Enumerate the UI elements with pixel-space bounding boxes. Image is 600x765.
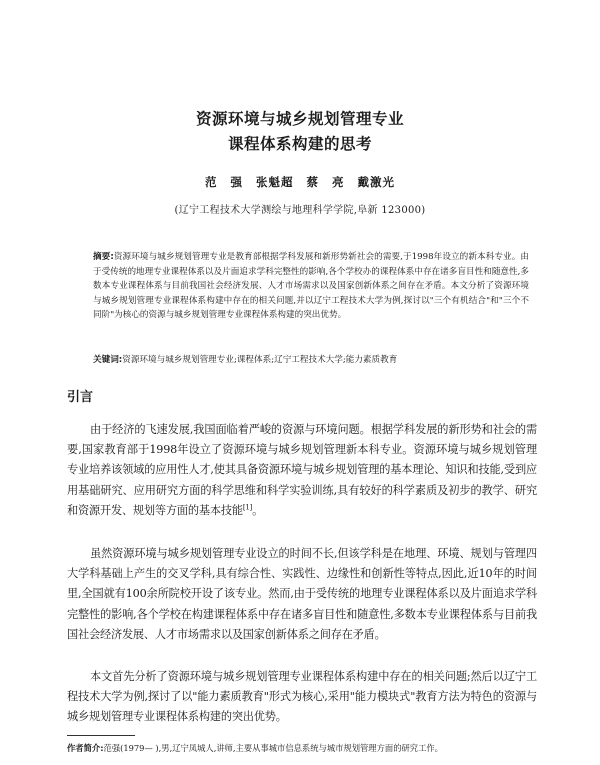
- title-line-2: 课程体系构建的思考: [227, 135, 372, 153]
- affiliation: (辽宁工程技术大学测绘与地理科学学院,阜新 123000): [174, 205, 426, 216]
- paragraph-1: [67, 420, 537, 521]
- abstract: [93, 250, 529, 323]
- section-heading-introduction: 引言: [67, 390, 94, 405]
- citation-ref[interactable]: [1]: [242, 503, 253, 512]
- keywords-text: 资源环境与城乡规划管理专业;课程体系;辽宁工程技术大学;能力素质教育: [122, 355, 398, 365]
- abstract-label: 摘要:: [93, 252, 114, 262]
- keywords-label: 关键词:: [93, 355, 123, 365]
- title-line-1: 资源环境与城乡规划管理专业: [195, 110, 404, 128]
- paragraph-1-end: 。: [252, 503, 264, 517]
- author-footnote: [67, 742, 537, 754]
- paragraph-2: 虽然资源环境与城乡规划管理专业设立的时间不长,但该学科是在地理、环境、规划与管理四大学科基础上产生的交叉学科,具有综合性、实践性、边缘性和创新性等特点,因此,近10年的时间里,全国就有100余所院校开设了该专业。然而,由于受传统的地理专业课程体系以及片面追求学科完整性的影响,各个学校在构建课程体系中存在诸多盲目性和随意性,多数本专业课程体系与目前我国社会经济发展、人才市场需求以及国家创新体系之间存在矛盾。: [67, 547, 537, 641]
- footnote-text: 范强(1979— ),男,辽宁凤城人,讲师,主要从事城市信息系统与城市规划管理方面的研究工作。: [103, 743, 443, 753]
- footnote-divider: [67, 735, 135, 736]
- authors: 范 强 张魁超 蔡 亮 戴激光: [204, 175, 396, 189]
- abstract-text: 资源环境与城乡规划管理专业是教育部根据学科发展和新形势新社会的需要,于1998年设立的新本科专业。由于受传统的地理专业课程体系以及片面追求学科完整性的影响,各个学校办的课程体系中存在诸多盲目性和随意性,多数本专业课程体系与目前我国社会经济发展、人才市场需求以及国家创新体系之间存在矛盾。本文分析了资源环境与城乡规划管理专业课程体系构建中存在的相关问题,并以辽宁工程技术大学为例,探讨以"三个有机结合"和"三个不同阶"为核心的资源与城乡规划管理专业课程体系构建的突出优势。: [93, 252, 530, 321]
- paragraph-1-text: 由于经济的飞速发展,我国面临着严峻的资源与环境问题。根据学科发展的新形势和社会的需要,国家教育部于1998年设立了资源环境与城乡规划管理新本科专业。资源环境与城乡规划管理专业培养该领域的应用性人才,使其具备资源环境与城乡规划管理的基本理论、知识和技能,受到应用基础研究、应用研究方面的科学思维和科学实验训练,具有较好的科学素质及初步的教学、研究和资源开发、规划等方面的基本技能: [67, 423, 537, 517]
- paragraph-3: 本文首先分析了资源环境与城乡规划管理专业课程体系构建中存在的相关问题;然后以辽宁工程技术大学为例,探讨了以"能力素质教育"形式为核心,采用"能力模块式"教育方法为特色的资源与城乡规划管理专业课程体系构建的突出优势。: [67, 670, 537, 724]
- footnote-label: 作者简介:: [67, 743, 104, 753]
- keywords: [93, 353, 529, 367]
